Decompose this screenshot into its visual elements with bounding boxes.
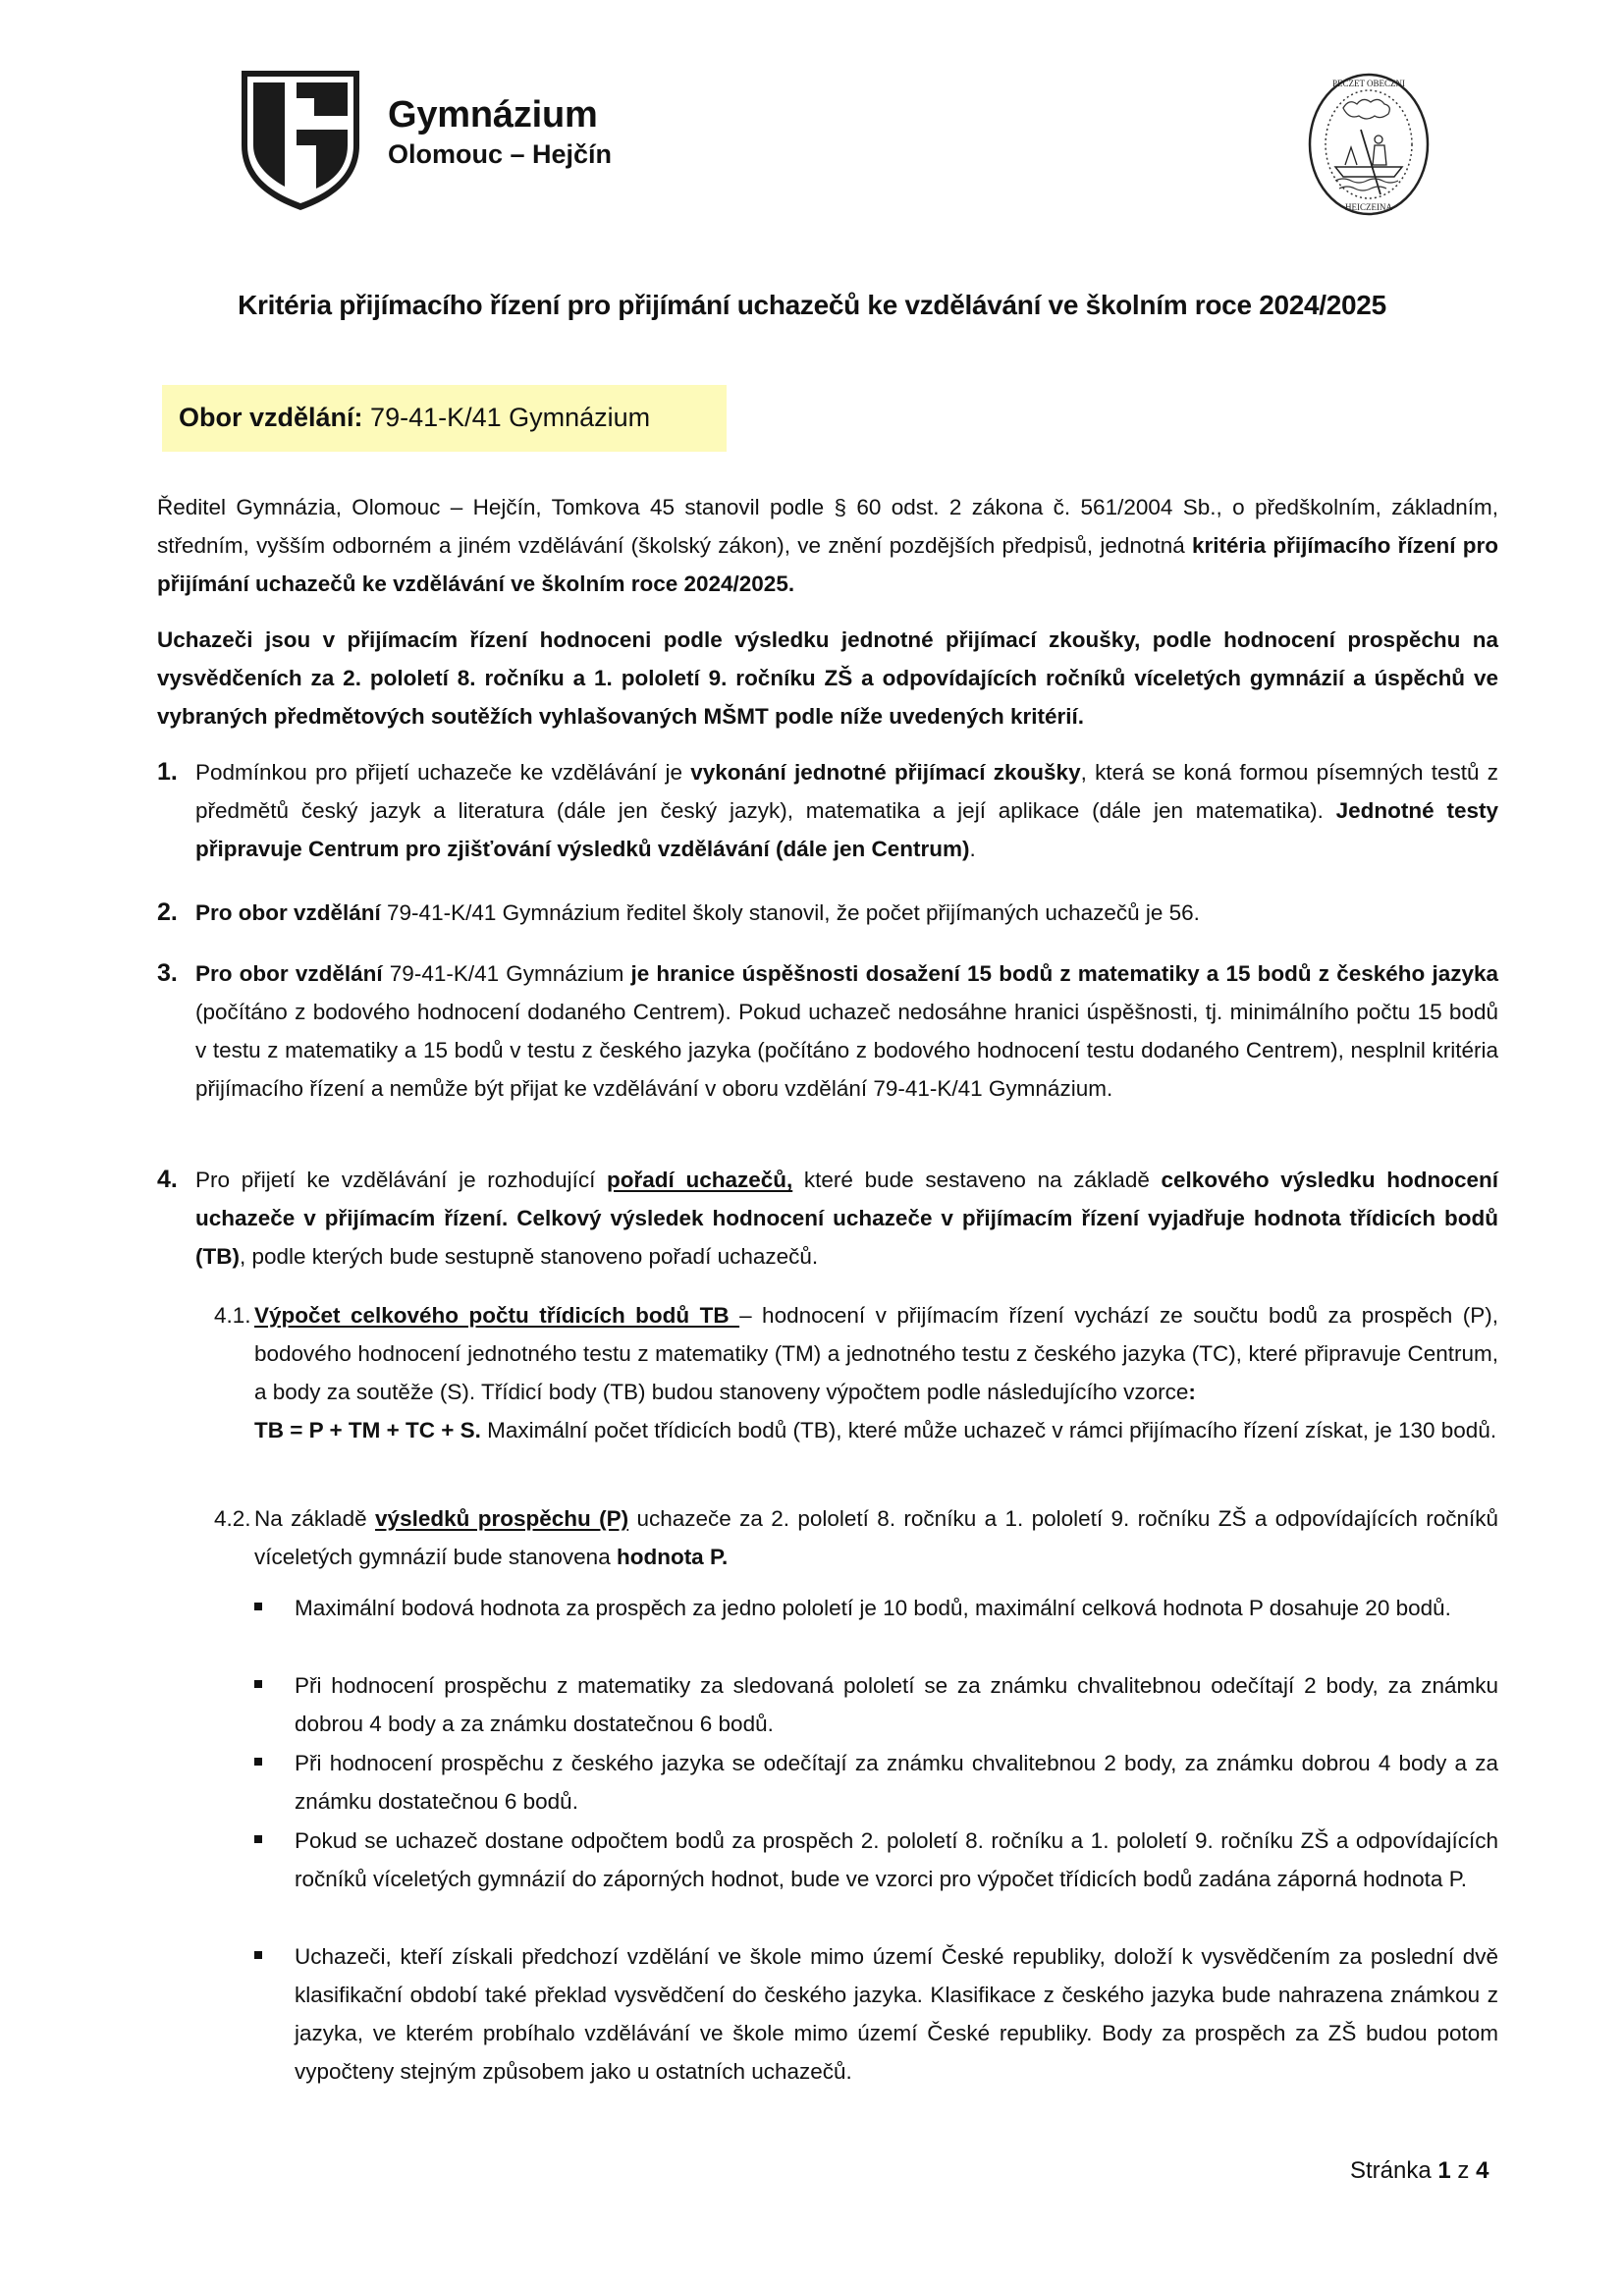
- item-text: [195, 1161, 1498, 1276]
- page-number: [1350, 2157, 1489, 2185]
- criteria-subitem-4-1: [214, 1296, 1498, 1449]
- text-run-bold: :: [1188, 1380, 1196, 1404]
- text-run-bold-underline: výsledků prospěchu (P): [375, 1506, 629, 1531]
- intro-paragraph-2: Uchazeči jsou v přijímacím řízení hodnoceni podle výsledku jednotné přijímací zkoušky, podle hodnocení prospěchu na vysvědčeních za 2. pololetí 8. ročníku a 1. pololetí 9. ročníku ZŠ a odpovídajících ročníků víceletých gymnázií a úspěchů ve vybraných předmětových soutěžích vyhlašovaných MŠMT podle níže uvedených kritérií.: [157, 627, 1498, 729]
- bullet-text: Maximální bodová hodnota za prospěch za jedno pololetí je 10 bodů, maximální celková hodnota P dosahuje 20 bodů.: [295, 1596, 1451, 1620]
- bullet-text: Pokud se uchazeč dostane odpočtem bodů za prospěch 2. pololetí 8. ročníku a 1. pololetí 9. ročníku ZŠ a odpovídajících ročníků víceletých gymnázií do záporných hodnot, bude ve vzorci pro výpočet třídicích bodů zadána záporná hodnota P.: [295, 1828, 1498, 1891]
- school-logo-text: [388, 96, 612, 168]
- bullet-item-3: [254, 1744, 1498, 1821]
- text-run: Na základě: [254, 1506, 376, 1531]
- text-run: Pro přijetí ke vzdělávání je rozhodující: [195, 1168, 608, 1192]
- subitem-text: [254, 1499, 1498, 1576]
- subitem-text: [254, 1296, 1498, 1449]
- bullet-text: Uchazeči, kteří získali předchozí vzdělání ve škole mimo území České republiky, doloží k vysvědčením za poslední dvě klasifikační období také překlad vysvědčení do českého jazyka. Klasifikace z českého jazyka bude nahrazena známkou z jazyka, ve kterém probíhalo vzdělávání ve škole mimo území České republiky. Body za prospěch za ZŠ budou potom vypočteny stejným způsobem jako u ostatních uchazečů.: [295, 1944, 1498, 2084]
- page-separator: z: [1457, 2157, 1470, 2184]
- tb-formula: TB = P + TM + TC + S.: [254, 1418, 481, 1442]
- school-logo-shield: [240, 69, 361, 212]
- item-text: [195, 954, 1498, 1108]
- text-run: Maximální počet třídicích bodů (TB), které může uchazeč v rámci přijímacího řízení získat, je 130 bodů.: [480, 1418, 1497, 1442]
- text-run: .: [969, 837, 976, 861]
- bullet-item-1: [254, 1589, 1498, 1627]
- svg-text:HEICZEINA: HEICZEINA: [1345, 202, 1392, 212]
- intro-paragraph-1: [157, 488, 1498, 603]
- text-run-bold: Jednotné testy připravuje Centrum pro zjišťování výsledků vzdělávání (dále jen Centrum): [195, 798, 1499, 861]
- bullet-text: Při hodnocení prospěchu z matematiky za sledovaná pololetí se za známku chvalitebnou odečítají 2 body, za známku dobrou 4 body a za známku dostatečnou 6 bodů.: [295, 1673, 1498, 1736]
- item-number: 1.: [157, 758, 178, 786]
- school-name: Gymnázium: [388, 94, 598, 136]
- document-title: Kritéria přijímacího řízení pro přijímání uchazečů ke vzdělávání ve školním roce 2024/2025: [238, 290, 1386, 320]
- text-run-bold: je hranice úspěšnosti dosažení 15 bodů z matematiky a 15 bodů z českého jazyka: [630, 961, 1499, 986]
- criteria-item-3: [157, 954, 1498, 1108]
- text-run-bold-underline: Výpočet celkového počtu třídicích bodů TB: [254, 1303, 740, 1328]
- text-run-bold: vykonání jednotné přijímací zkoušky: [690, 760, 1081, 785]
- item-number: 4.: [157, 1166, 178, 1193]
- square-bullet-icon: [254, 1680, 262, 1688]
- text-run-bold: Pro obor vzdělání: [195, 900, 381, 925]
- text-run: , která se koná formou písemných testů z předmětů český jazyk a literatura (dále jen český jazyk), matematika a její aplikace (dále jen matematika).: [195, 760, 1498, 823]
- square-bullet-icon: [254, 1951, 262, 1959]
- text-run-bold: celkového výsledku hodnocení uchazeče v přijímacím řízení. Celkový výsledek hodnocení uchazeče v přijímacím řízení vyjadřuje hodnota třídicích bodů (TB): [195, 1168, 1498, 1269]
- criteria-item-4: [157, 1161, 1498, 1276]
- village-seal-icon: [1306, 71, 1432, 218]
- page-current: 1: [1437, 2157, 1451, 2184]
- text-run-bold: hodnota P.: [616, 1545, 729, 1569]
- text-run: – hodnocení v přijímacím řízení vychází ze součtu bodů za prospěch (P), bodového hodnocení jednotného testu z matematiky (TM) a jednotného testu z českého jazyka (TC), které připravuje Centrum, a body za soutěže (S). Třídicí body (TB) budou stanoveny výpočtem podle následujícího vzorce: [254, 1303, 1498, 1404]
- bullet-text: Při hodnocení prospěchu z českého jazyka se odečítají za známku chvalitebnou 2 body, za známku dobrou 4 body a za známku dostatečnou 6 bodů.: [295, 1751, 1498, 1814]
- item-number: 2.: [157, 898, 178, 926]
- subitem-number: 4.1.: [214, 1303, 251, 1328]
- page-total: 4: [1476, 2157, 1489, 2184]
- square-bullet-icon: [254, 1835, 262, 1843]
- bullet-item-2: [254, 1666, 1498, 1743]
- square-bullet-icon: [254, 1603, 262, 1610]
- text-run: 79-41-K/41 Gymnázium: [382, 961, 631, 986]
- item-text: [195, 894, 1498, 932]
- text-run-bold-underline: pořadí uchazečů,: [607, 1168, 793, 1192]
- text-run: , podle kterých bude sestupně stanoveno pořadí uchazečů.: [239, 1244, 819, 1269]
- criteria-item-1: [157, 753, 1498, 868]
- subitem-number: 4.2.: [214, 1506, 251, 1531]
- text-run: uchazeče za 2. pololetí 8. ročníku a 1. pololetí 9. ročníku ZŠ a odpovídajících ročníků víceletých gymnázií bude stanovena: [254, 1506, 1498, 1569]
- svg-text:PECZET OBECZNI: PECZET OBECZNI: [1331, 79, 1406, 88]
- text-run: 79-41-K/41 Gymnázium ředitel školy stanovil, že počet přijímaných uchazečů je 56.: [380, 900, 1200, 925]
- square-bullet-icon: [254, 1758, 262, 1766]
- obor-line: [179, 403, 650, 433]
- text-run: Podmínkou pro přijetí uchazeče ke vzdělávání je: [195, 760, 691, 785]
- bullet-item-5: [254, 1937, 1498, 2091]
- obor-label: Obor vzdělání:: [179, 403, 363, 432]
- page-label: Stránka: [1350, 2157, 1432, 2184]
- text-run-bold: Pro obor vzdělání: [195, 961, 383, 986]
- item-text: [195, 753, 1498, 868]
- text-run: které bude sestaveno na základě: [792, 1168, 1162, 1192]
- obor-value: 79-41-K/41 Gymnázium: [370, 403, 651, 432]
- intro-text: Ředitel Gymnázia, Olomouc – Hejčín, Tomkova 45 stanovil podle § 60 odst. 2 zákona č. 561/2004 Sb., o předškolním, základním, středním, vyšším odborném a jiném vzdělávání (školský zákon), ve znění pozdějších předpisů, jednotná: [157, 495, 1498, 558]
- item-number: 3.: [157, 959, 178, 987]
- criteria-item-2: [157, 894, 1498, 932]
- school-location: Olomouc – Hejčín: [388, 139, 613, 169]
- criteria-subitem-4-2: [214, 1499, 1498, 1576]
- intro-bold-text: kritéria přijímacího řízení pro přijímání uchazečů ke vzdělávání ve školním roce 2024/2025.: [157, 533, 1498, 596]
- text-run: (počítáno z bodového hodnocení dodaného Centrem). Pokud uchazeč nedosáhne hranici úspěšnosti, tj. minimálního počtu 15 bodů v testu z matematiky a 15 bodů v testu z českého jazyka (počítáno z bodového hodnocení testu dodaného Centrem), nesplnil kritéria přijímacího řízení a nemůže být přijat ke vzdělávání v oboru vzdělání 79-41-K/41 Gymnázium.: [195, 1000, 1498, 1101]
- bullet-item-4: [254, 1822, 1498, 1898]
